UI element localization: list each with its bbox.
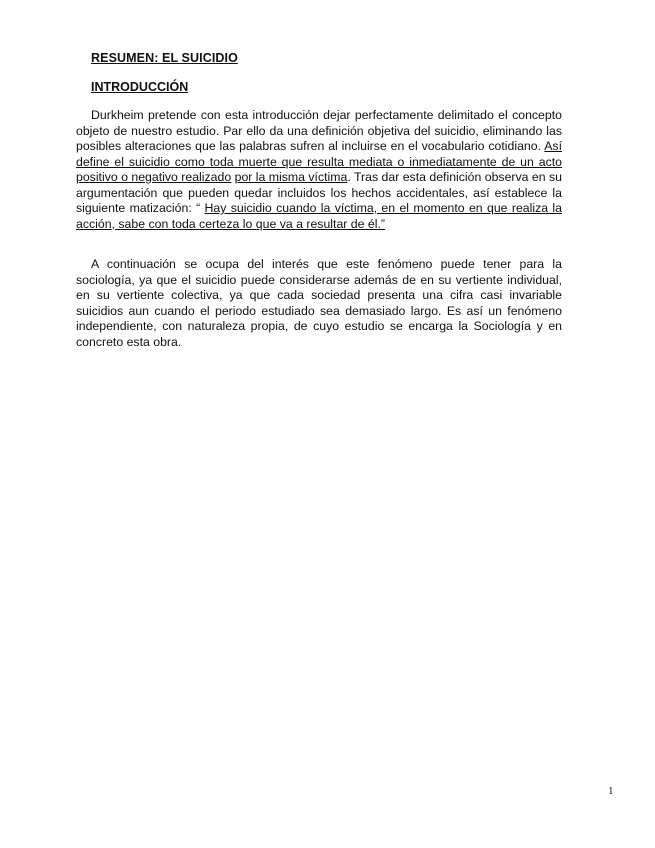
document-title: RESUMEN: EL SUICIDIO (91, 51, 238, 65)
page-number: 1 (608, 785, 614, 797)
paragraph-sociology: A continuación se ocupa del interés que este fenómeno puede tener para la sociología, ya que el suicidio puede considerarse además de en su vertiente individual, en su vertiente colectiva, ya que cada sociedad presenta una cifra casi invariable suicidios aun cuando el periodo estudiado sea demasiado largo. Es así un fenómeno independiente, con naturaleza propia, de cuyo estudio se encarga la Sociología y en concreto esta obra. (76, 257, 562, 349)
paragraph-text: Durkheim pretende con esta introducción dejar perfectamente delimitado el concepto objeto de nuestro estudio. Par ello da una definición objetiva del suicidio, eliminando las posibles alteraciones que las palabras sufren al incluirse en el vocabulario cotidiano. (76, 108, 562, 153)
underlined-quote: Hay suicidio cuando la víctima, en el momento en que realiza la acción, sabe con toda certeza lo que va a resultar de él.” (76, 201, 562, 231)
paragraph-text-continued: . Tras dar esta definición observa en su argumentación que pueden quedar incluidos los hechos accidentales, así establece la siguiente matización: “ (76, 170, 562, 215)
underlined-definition: Así define el suicidio como toda muerte que resulta mediata o inmediatamente de un acto positivo o negativo realizado (76, 139, 562, 184)
underlined-victim: por la misma víctima (234, 170, 348, 184)
section-heading: INTRODUCCIÓN (91, 80, 189, 94)
paragraph-introduction (76, 108, 562, 232)
